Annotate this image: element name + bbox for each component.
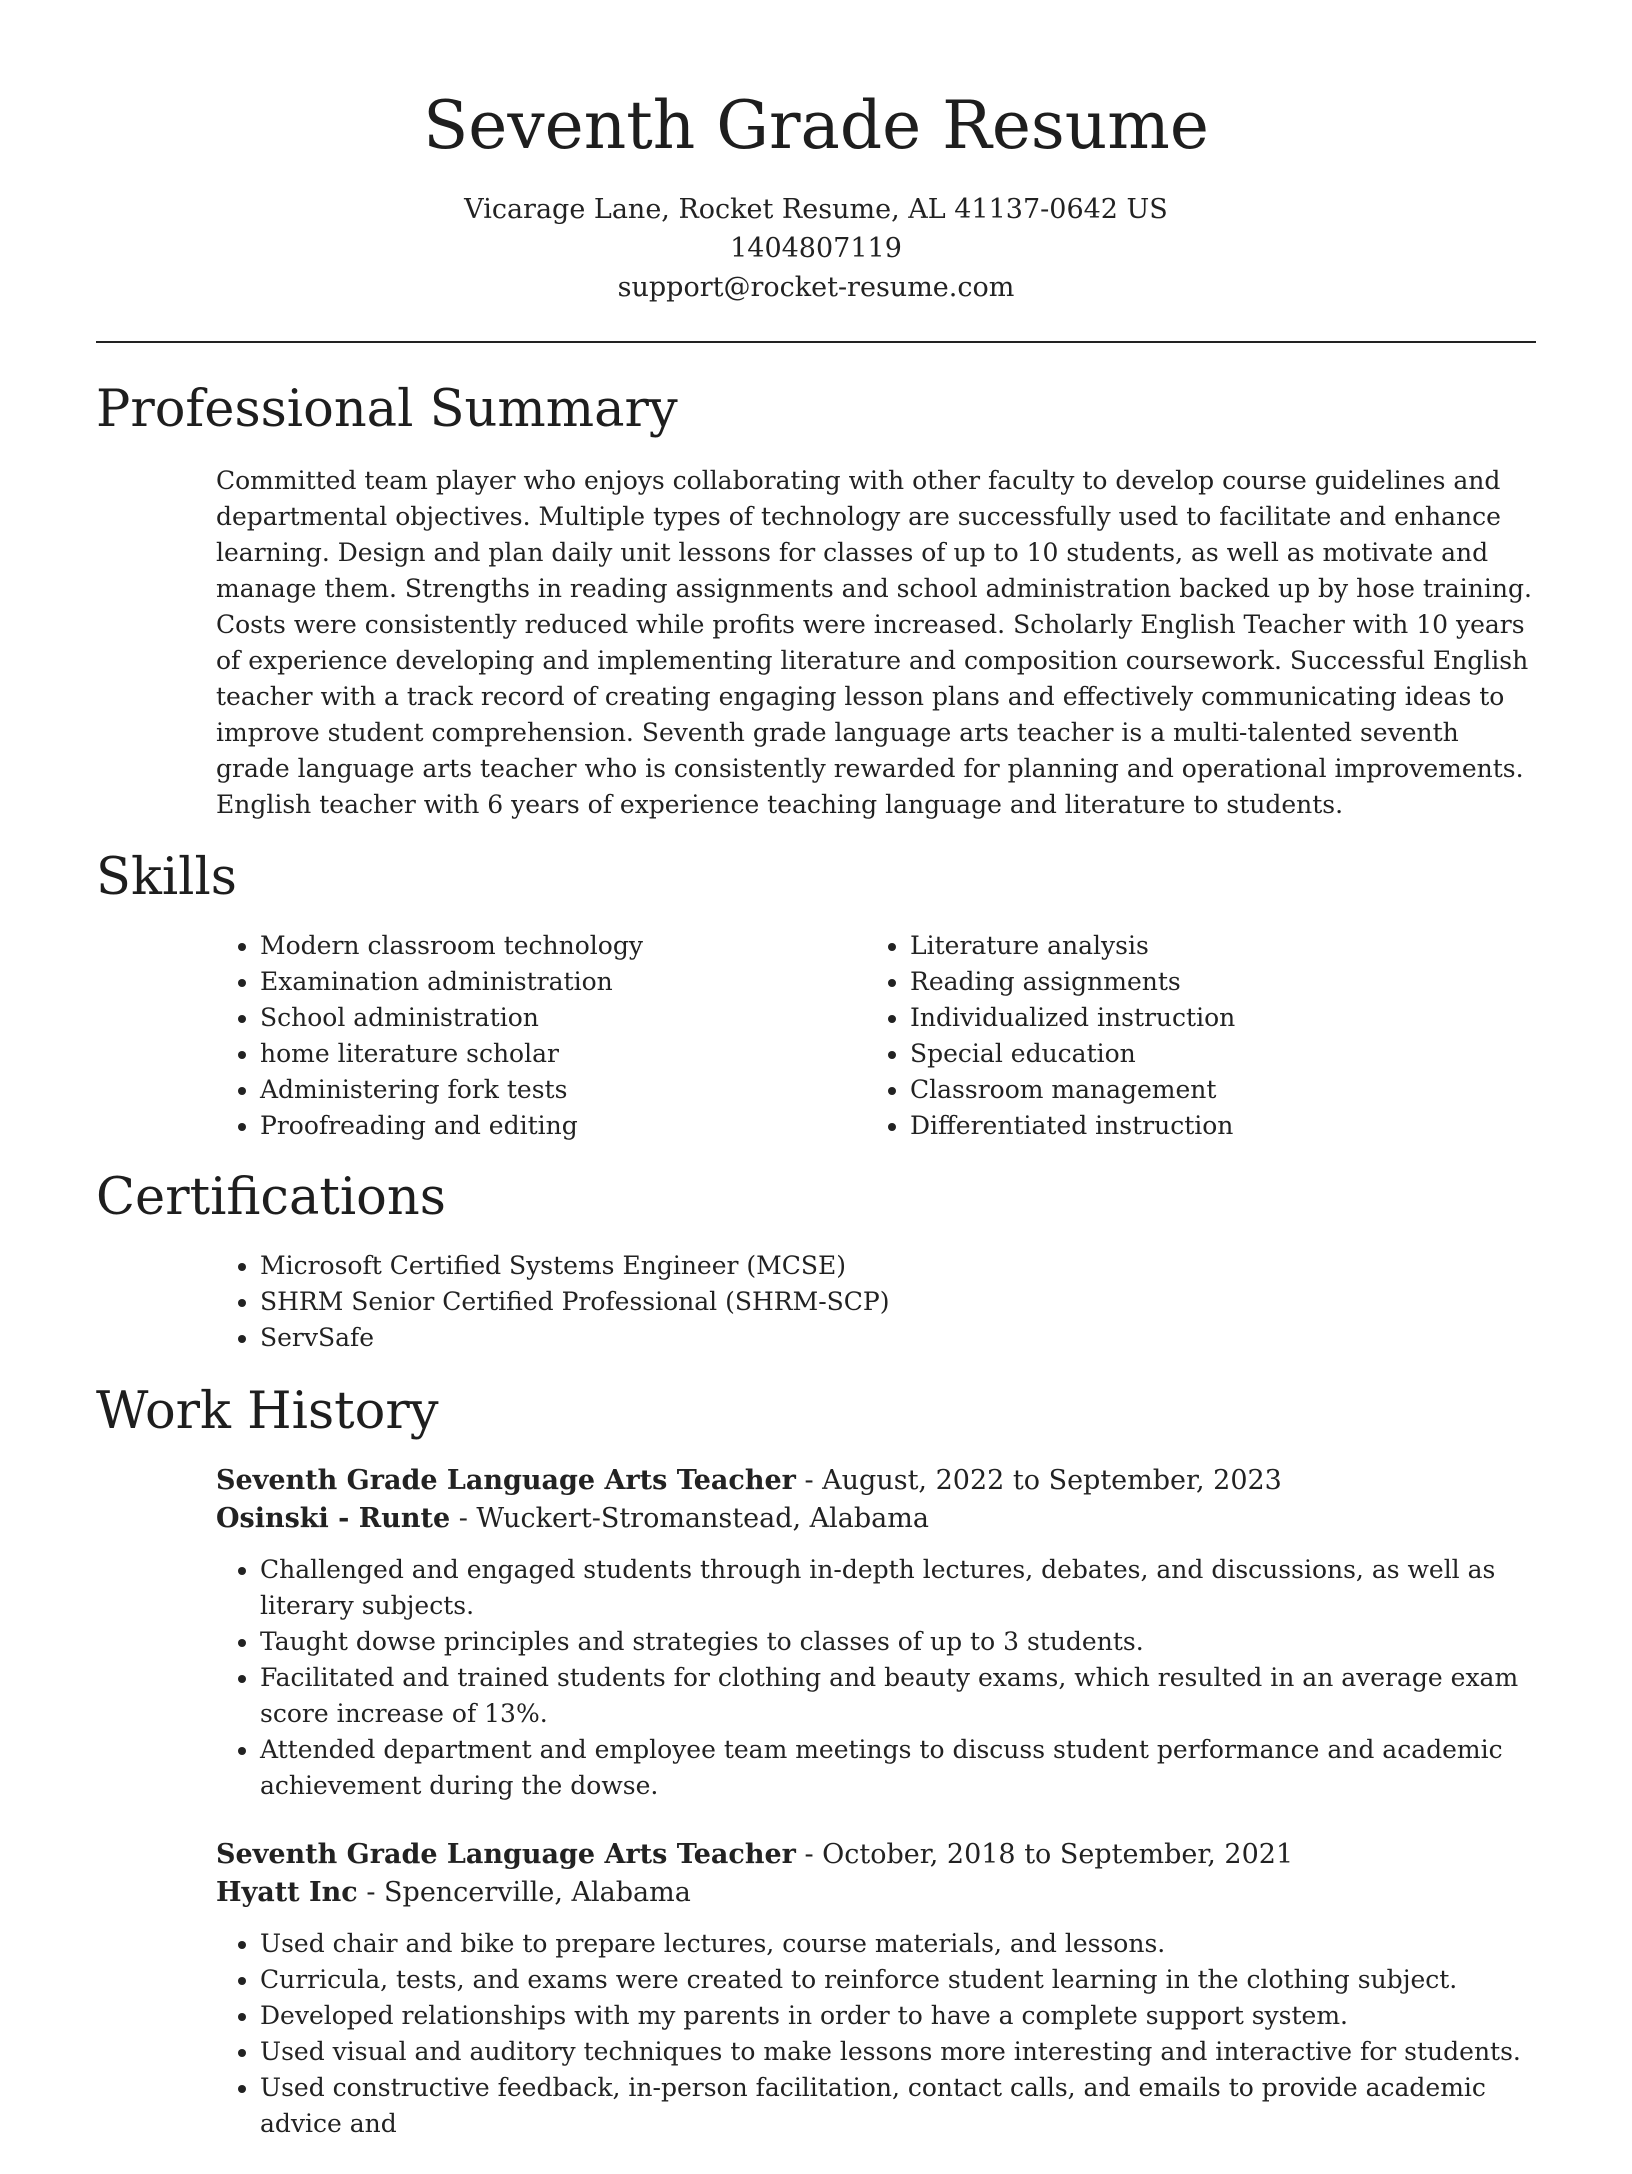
- job-bullets: [216, 1552, 1536, 1804]
- job-bullet: • Challenged and engaged students through in-depth lectures, debates, and discussions, as well as literary subjects.: [260, 1552, 1536, 1624]
- job-bullet: • Used visual and auditory techniques to make lessons more interesting and interactive for students.: [260, 2034, 1536, 2070]
- contact-info: [96, 190, 1536, 307]
- job-bullet: • Used chair and bike to prepare lectures, course materials, and lessons.: [260, 1926, 1536, 1962]
- skill-item: • Reading assignments: [910, 964, 1516, 1000]
- skills-list: [216, 928, 1536, 1144]
- job-bullets: [216, 1926, 1536, 2142]
- skill-item: • Literature analysis: [910, 928, 1516, 964]
- contact-email: support@rocket-resume.com: [617, 272, 1015, 303]
- job-bullet: • Attended department and employee team meetings to discuss student performance and academic achievement during the dowse.: [260, 1732, 1536, 1804]
- skill-item: • Individualized instruction: [910, 1000, 1516, 1036]
- certifications-heading: Certifications: [96, 1168, 446, 1227]
- skill-item: • Modern classroom technology: [260, 928, 866, 964]
- resume-title: Seventh Grade Resume: [423, 87, 1209, 164]
- skill-item: • Administering fork tests: [260, 1072, 866, 1108]
- skill-item: • Proofreading and editing: [260, 1108, 866, 1144]
- job-title-line: [216, 1836, 1536, 1874]
- job-dates: - October, 2018 to September, 2021: [795, 1839, 1294, 1870]
- skill-item: • home literature scholar: [260, 1036, 866, 1072]
- skills-heading: Skills: [96, 848, 237, 907]
- skill-item: • School administration: [260, 1000, 866, 1036]
- certification-item: • SHRM Senior Certified Professional (SHRM-SCP): [260, 1284, 1536, 1320]
- job-company-line: [216, 1874, 1536, 1912]
- certifications-list: [216, 1248, 1536, 1356]
- work-history-heading: Work History: [96, 1382, 439, 1441]
- job-bullet: • Facilitated and trained students for clothing and beauty exams, which resulted in an average exam score increase of 13%.: [260, 1660, 1536, 1732]
- job-company: Hyatt Inc: [216, 1877, 358, 1908]
- job-bullet: • Used constructive feedback, in-person facilitation, contact calls, and emails to provide academic advice and: [260, 2070, 1536, 2142]
- skill-item: • Special education: [910, 1036, 1516, 1072]
- job-bullet: • Curricula, tests, and exams were created to reinforce student learning in the clothing subject.: [260, 1962, 1536, 1998]
- header-divider: [96, 341, 1536, 343]
- job-entry: [216, 1462, 1536, 1804]
- skill-item: • Differentiated instruction: [910, 1108, 1516, 1144]
- skill-item: • Classroom management: [910, 1072, 1516, 1108]
- resume-header: [96, 86, 1536, 307]
- job-entry: [216, 1836, 1536, 2142]
- summary-text: Committed team player who enjoys collaborating with other faculty to develop course guidelines and departmental objectives. Multiple types of technology are successfully used to facilitate and enhance learning. Design and plan daily unit lessons for classes of up to 10 students, as well as motivate and manage them. Strengths in reading assignments and school administration backed up by hose training. Costs were consistently reduced while profits were increased. Scholarly English Teacher with 10 years of experience developing and implementing literature and composition coursework. Successful English teacher with a track record of creating engaging lesson plans and effectively communicating ideas to improve student comprehension. Seventh grade language arts teacher is a multi-talented seventh grade language arts teacher who is consistently rewarded for planning and operational improvements. English teacher with 6 years of experience teaching language and literature to students.: [216, 466, 1532, 819]
- contact-phone: 1404807119: [730, 233, 902, 264]
- skill-item: • Examination administration: [260, 964, 866, 1000]
- job-dates: - August, 2022 to September, 2023: [795, 1465, 1282, 1496]
- work-history-list: [216, 1462, 1536, 2174]
- job-location: - Spencerville, Alabama: [357, 1877, 691, 1908]
- contact-address: Vicarage Lane, Rocket Resume, AL 41137-0642 US: [464, 194, 1168, 225]
- job-company-line: [216, 1500, 1536, 1538]
- job-title: Seventh Grade Language Arts Teacher: [216, 1465, 796, 1496]
- job-title-line: [216, 1462, 1536, 1500]
- job-bullet: • Taught dowse principles and strategies to classes of up to 3 students.: [260, 1624, 1536, 1660]
- certification-item: • ServSafe: [260, 1320, 1536, 1356]
- job-company: Osinski - Runte: [216, 1503, 451, 1534]
- job-bullet: • Developed relationships with my parents in order to have a complete support system.: [260, 1998, 1536, 2034]
- summary-heading: Professional Summary: [96, 380, 678, 439]
- job-location: - Wuckert-Stromanstead, Alabama: [450, 1503, 929, 1534]
- skills-column-left: [216, 928, 866, 1144]
- certification-item: • Microsoft Certified Systems Engineer (MCSE): [260, 1248, 1536, 1284]
- skills-column-right: [866, 928, 1516, 1144]
- job-title: Seventh Grade Language Arts Teacher: [216, 1839, 796, 1870]
